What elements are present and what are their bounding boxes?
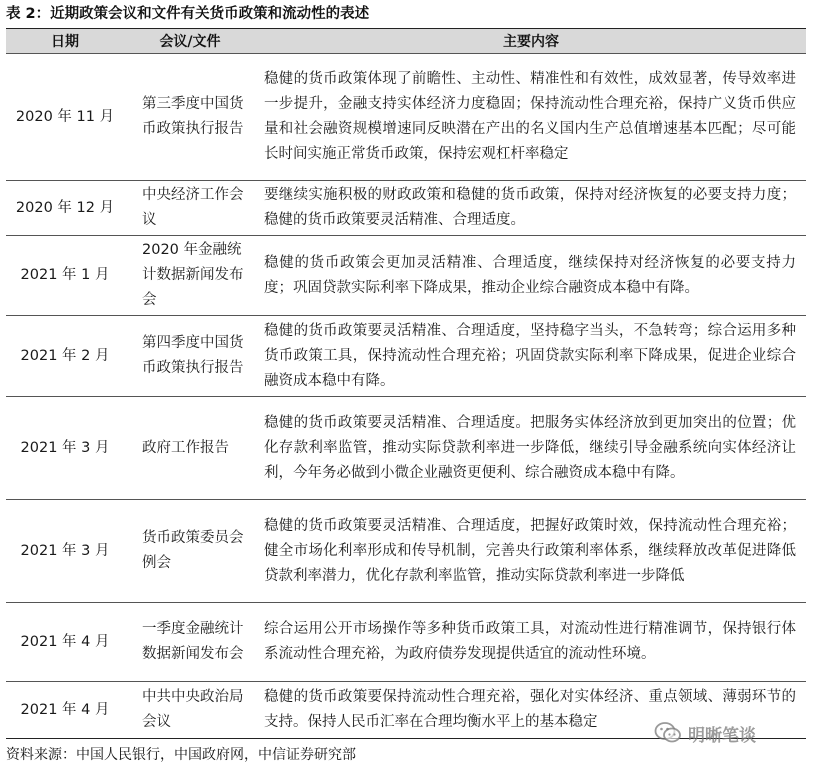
table-header-row <box>6 29 806 54</box>
row-date: 2020 年 11 月 <box>6 54 124 181</box>
table-row <box>6 397 806 500</box>
source-note: 资料来源：中国人民银行，中国政府网，中信证券研究部 <box>6 747 356 763</box>
table-row <box>6 236 806 316</box>
row-date: 2020 年 12 月 <box>6 181 124 236</box>
row-meeting: 中共中央政治局会议 <box>124 682 256 739</box>
wechat-icon <box>654 721 682 745</box>
header-meeting: 会议/文件 <box>124 29 256 54</box>
row-content: 稳健的货币政策体现了前瞻性、主动性、精准性和有效性，成效显著，传导效率进一步提升，金融支持实体经济力度稳固；保持流动性合理充裕，保持广义货币供应量和社会融资规模增速同反映潜在产出的名义国内生产总值增速基本匹配；尽可能长时间实施正常货币政策，保持宏观杠杆率稳定 <box>256 54 806 181</box>
row-meeting: 货币政策委员会例会 <box>124 500 256 603</box>
watermark <box>654 718 756 748</box>
row-content: 稳健的货币政策会更加灵活精准、合理适度，继续保持对经济恢复的必要支持力度；巩固贷款实际利率下降成果，推动企业综合融资成本稳中有降。 <box>256 236 806 316</box>
table-caption: 表 2：近期政策会议和文件有关货币政策和流动性的表述 <box>6 6 370 22</box>
row-content: 稳健的货币政策要灵活精准、合理适度。把服务实体经济放到更加突出的位置；优化存款利率监管，推动实际贷款利率进一步降低，继续引导金融系统向实体经济让利，今年务必做到小微企业融资更便利、综合融资成本稳中有降。 <box>256 397 806 500</box>
row-content: 稳健的货币政策要灵活精准、合理适度，坚持稳字当头，不急转弯；综合运用多种货币政策工具，保持流动性合理充裕；巩固贷款实际利率下降成果，促进企业综合融资成本稳中有降。 <box>256 316 806 397</box>
row-meeting: 一季度金融统计数据新闻发布会 <box>124 603 256 682</box>
table-row <box>6 316 806 397</box>
row-date: 2021 年 1 月 <box>6 236 124 316</box>
table-row <box>6 500 806 603</box>
row-date: 2021 年 3 月 <box>6 397 124 500</box>
row-date: 2021 年 4 月 <box>6 603 124 682</box>
row-date: 2021 年 3 月 <box>6 500 124 603</box>
row-meeting: 第三季度中国货币政策执行报告 <box>124 54 256 181</box>
row-content: 稳健的货币政策要保持流动性合理充裕，强化对实体经济、重点领域、薄弱环节的支持。保持人民币汇率在合理均衡水平上的基本稳定 <box>256 682 806 739</box>
row-meeting: 第四季度中国货币政策执行报告 <box>124 316 256 397</box>
header-date: 日期 <box>6 29 124 54</box>
header-content: 主要内容 <box>256 29 806 54</box>
watermark-text: 明晰笔谈 <box>688 725 756 746</box>
row-meeting: 2020 年金融统计数据新闻发布会 <box>124 236 256 316</box>
table-row <box>6 54 806 181</box>
policy-table <box>6 28 806 739</box>
row-date: 2021 年 4 月 <box>6 682 124 739</box>
row-content: 稳健的货币政策要灵活精准、合理适度，把握好政策时效，保持流动性合理充裕；健全市场化利率形成和传导机制，完善央行政策利率体系，继续释放改革促进降低贷款利率潜力，优化存款利率监管，推动实际贷款利率进一步降低 <box>256 500 806 603</box>
row-content: 综合运用公开市场操作等多种货币政策工具，对流动性进行精准调节，保持银行体系流动性合理充裕，为政府债券发现提供适宜的流动性环境。 <box>256 603 806 682</box>
row-meeting: 政府工作报告 <box>124 397 256 500</box>
table-row <box>6 181 806 236</box>
row-date: 2021 年 2 月 <box>6 316 124 397</box>
table-row <box>6 603 806 682</box>
row-meeting: 中央经济工作会议 <box>124 181 256 236</box>
row-content: 要继续实施积极的财政政策和稳健的货币政策，保持对经济恢复的必要支持力度；稳健的货币政策要灵活精准、合理适度。 <box>256 181 806 236</box>
